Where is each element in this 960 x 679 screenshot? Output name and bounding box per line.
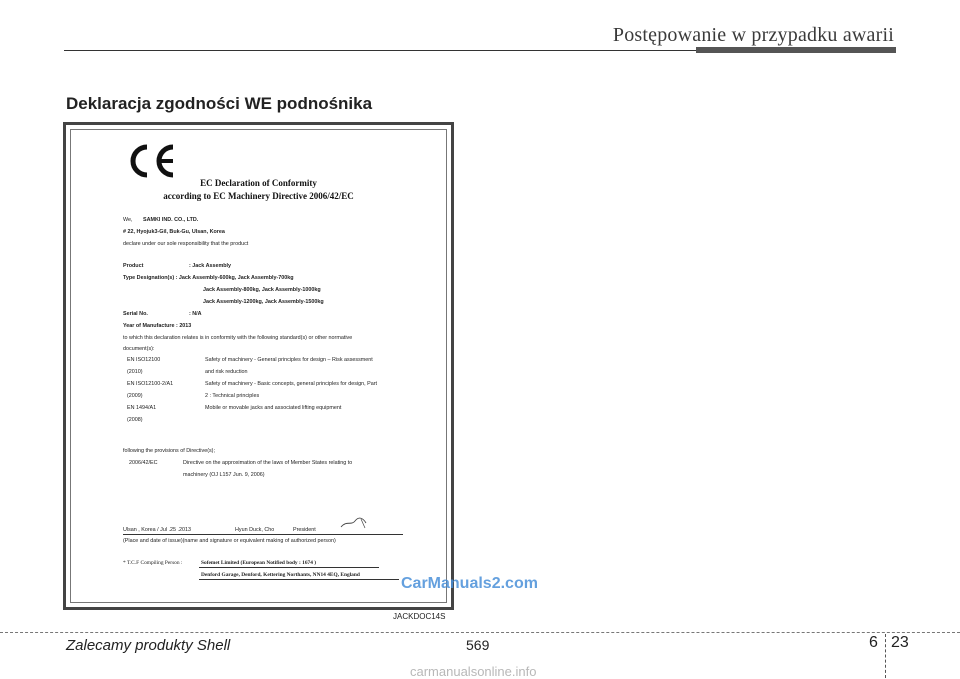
standard-code: EN ISO12100-2/A1: [127, 381, 174, 387]
doc-text-type1: Type Designation(s) : Jack Assembly-600kg, Jack Assembly-700kg: [123, 275, 294, 281]
chapter-title: Postępowanie w przypadku awarii: [612, 24, 894, 46]
header-rule-thick: [696, 47, 896, 53]
ce-logo-icon: [125, 143, 179, 179]
tcf-label: * T.C.F Compiling Person :: [123, 560, 183, 566]
tcf-underline2: [199, 579, 399, 580]
watermark-carmanuals[interactable]: CarManuals2.com: [401, 575, 538, 592]
tcf-line2: Denford Garage, Denford, Kettering Northants, NN14 4EQ, England: [201, 572, 360, 578]
doc-text-provisions: following the provisions of Directive(s);: [123, 448, 215, 454]
standard-desc: Safety of machinery - General principles for design – Risk assessment: [205, 357, 373, 363]
chapter-number: 6: [869, 634, 878, 651]
doc-text-company: SAMKI IND. CO., LTD.: [143, 217, 199, 223]
doc-text-product-value: : Jack Assembly: [189, 263, 232, 269]
doc-text-directive-desc1: Directive on the approximation of the laws of Member States relating to: [183, 460, 353, 466]
declaration-document: [63, 122, 454, 610]
tcf-line1: Sofemet Limited (European Notified body : 1674 ): [201, 560, 317, 566]
bottom-watermark[interactable]: carmanualsonline.info: [410, 664, 537, 679]
doc-text-we: We,: [123, 217, 133, 223]
doc-text-type3: Jack Assembly-1200kg, Jack Assembly-1500kg: [203, 299, 324, 305]
section-title: Deklaracja zgodności WE podnośnika: [66, 94, 373, 113]
chapter-page: 23: [891, 634, 909, 651]
doc-text-product-label: Product: [123, 263, 144, 269]
signature-place: Ulsan , Korea / Jul .25 .2013: [123, 527, 192, 533]
standard-code: EN ISO12100: [127, 357, 161, 363]
doc-text-serial-value: : N/A: [189, 311, 202, 317]
chapter-separator: [885, 634, 886, 678]
tcf-underline1: [199, 567, 379, 568]
standard-code: EN 1494/A1: [127, 405, 157, 411]
document-inner-border: [70, 129, 447, 603]
doc-heading-line2: according to EC Machinery Directive 2006/42/EC: [163, 191, 354, 201]
signature-title: President: [293, 527, 316, 533]
doc-text-serial-label: Serial No.: [123, 311, 148, 317]
standard-desc: and risk reduction: [205, 369, 248, 375]
signature-scribble-icon: [339, 516, 369, 530]
doc-text-address: # 22, Hyojuk3-Gil, Buk-Gu, Ulsan, Korea: [123, 229, 225, 235]
footer-divider: [0, 632, 960, 633]
doc-text-type2: Jack Assembly-800kg, Jack Assembly-1000kg: [203, 287, 321, 293]
image-caption: JACKDOC14S: [393, 612, 446, 621]
doc-text-year: Year of Manufacture : 2013: [123, 323, 192, 329]
standard-desc: 2 : Technical principles: [205, 393, 260, 399]
doc-text-declare: declare under our sole responsibility that the product: [123, 241, 249, 247]
footer-left-text: Zalecamy produkty Shell: [66, 637, 231, 654]
page-number: 569: [466, 637, 490, 653]
doc-heading-line1: EC Declaration of Conformity: [200, 178, 317, 188]
doc-text-directive-desc2: machinery (OJ L157 Jun. 9, 2006): [183, 472, 265, 478]
standard-code: (2009): [127, 393, 143, 399]
standard-desc: Mobile or movable jacks and associated lifting equipment: [205, 405, 342, 411]
signature-line: [123, 534, 403, 535]
signature-name: Hyun Duck, Cho: [235, 527, 275, 533]
standard-desc: Safety of machinery - Basic concepts, general principles for design, Part: [205, 381, 377, 387]
signature-caption: (Place and date of issue)(name and signature or equivalent making of authorized person): [123, 538, 336, 544]
doc-text-conformity: to which this declaration relates is in conformity with the following standard(s) or other normative: [123, 335, 353, 341]
standard-code: (2010): [127, 369, 143, 375]
standard-code: (2008): [127, 417, 143, 423]
header-rule-thin: [64, 50, 696, 51]
doc-text-directive-code: 2006/42/EC: [129, 460, 158, 466]
doc-text-documents: document(s):: [123, 346, 155, 352]
